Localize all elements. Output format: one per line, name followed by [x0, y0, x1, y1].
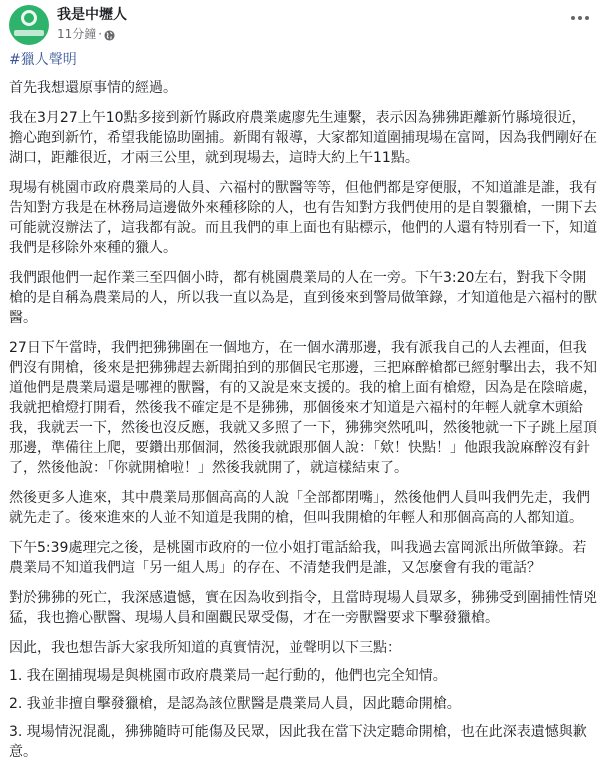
emblem-icon [21, 10, 37, 26]
post-meta [57, 5, 127, 42]
more-options-icon[interactable] [567, 12, 593, 24]
dot-icon [571, 16, 575, 20]
author-name[interactable]: 我是中壢人 [57, 7, 127, 23]
dot-icon [585, 16, 589, 20]
globe-icon[interactable] [104, 29, 115, 40]
separator: · [98, 27, 103, 41]
statement-point: 3. 現場情況混亂，狒狒隨時可能傷及民眾，因此我在當下決定聽命開槍，也在此深表遺憾與歉意。 [9, 724, 587, 760]
paragraph: 現場有桃園市政府農業局的人員、六福村的獸醫等等，但他們都是穿便服，不知道誰是誰，我有告知對方我是在林務局這邊做外來種移除的人，也有告知對方我們使用的是自製獵槍，一開下去可能就沒辦法了，這我都有說。而且我們的車上面也有貼標示，他們的人還有特別看一下，知道我們是移除外來種的獵人。 [9, 180, 597, 256]
paragraph: 然後更多人進來，其中農業局那個高高的人說「全部都閉嘴」，然後他們人員叫我們先走，我們就先走了。後來進來的人並不知道是我開的槍，但叫我開槍的年輕人和那個高高的人都知道。 [9, 490, 590, 526]
dot-icon [578, 16, 582, 20]
timestamp[interactable]: 11分鐘 [57, 27, 97, 41]
paragraph: 首先我想還原事情的經過。 [9, 80, 177, 96]
post-body [9, 50, 599, 762]
post-header [9, 0, 611, 47]
hashtag-link[interactable]: #獵人聲明 [9, 52, 77, 68]
paragraph: 我在3月27上午10點多接到新竹縣政府農業處廖先生連繫，表示因為狒狒距離新竹縣境很近，擔心跑到新竹，希望我能協助圍捕。新聞有報導，大家都知道圍捕現場在富岡，因為我們剛好在湖口，距離很近，才兩三公里，就到現場去，這時大約上午11點。 [9, 110, 597, 166]
banner-icon [14, 30, 44, 36]
paragraph: 下午5:39處理完之後，是桃園市政府的一位小姐打電話給我，叫我過去富岡派出所做筆錄。若農業局不知道我們這「另一組人馬」的存在、不清楚我們是誰，又怎麼會有我的電話？ [9, 540, 587, 576]
statement-point: 1. 我在圍捕現場是與桃園市政府農業局一起行動的，他們也完全知情。 [9, 668, 447, 684]
paragraph: 我們跟他們一起作業三至四個小時，都有桃園農業局的人在一旁。下午3:20左右，對我下令開槍的是自稱為農業局的人，所以我一直以為是，直到後來到警局做筆錄，才知道他是六福村的獸醫。 [9, 270, 597, 326]
statement-point: 2. 我並非擅自擊發獵槍，是認為該位獸醫是農業局人員，因此聽命開槍。 [9, 696, 461, 712]
paragraph: 因此，我也想告訴大家我所知道的真實情況，並聲明以下三點： [9, 640, 401, 656]
paragraph: 27日下午當時，我們把狒狒圍在一個地方，在一個水溝那邊，我有派我自己的人去裡面，但我們沒有開槍，後來是把狒狒趕去新聞拍到的那個民宅那邊，三把麻醉槍都已經射擊出去，我不知道他們是農業局還是哪裡的獸醫，有的又說是來支援的。我的槍上面有槍燈，因為是在陰暗處，我就把槍燈打開看，然後我不確定是不是狒狒，那個後來才知道是六福村的年輕人就拿木頭給我，我就丟一下，然後也沒反應，我就又多照了一下，狒狒突然吼叫，然後牠就一下子跳上屋頂那邊，準備往上爬，要鑽出那個洞，然後我就跟那個人說：「欸！快點！」他跟我說麻醉沒有針了，然後他說：「你就開槍啦！」然後我就開了，就這樣結束了。 [9, 340, 597, 476]
post-time-row [57, 26, 127, 42]
paragraph: 對於狒狒的死亡，我深感遺憾，實在因為收到指令，且當時現場人員眾多，狒狒受到圍捕性情兇猛，我也擔心獸醫、現場人員和圍觀民眾受傷，才在一旁獸醫要求下擊發獵槍。 [9, 590, 597, 626]
avatar[interactable] [9, 5, 49, 45]
